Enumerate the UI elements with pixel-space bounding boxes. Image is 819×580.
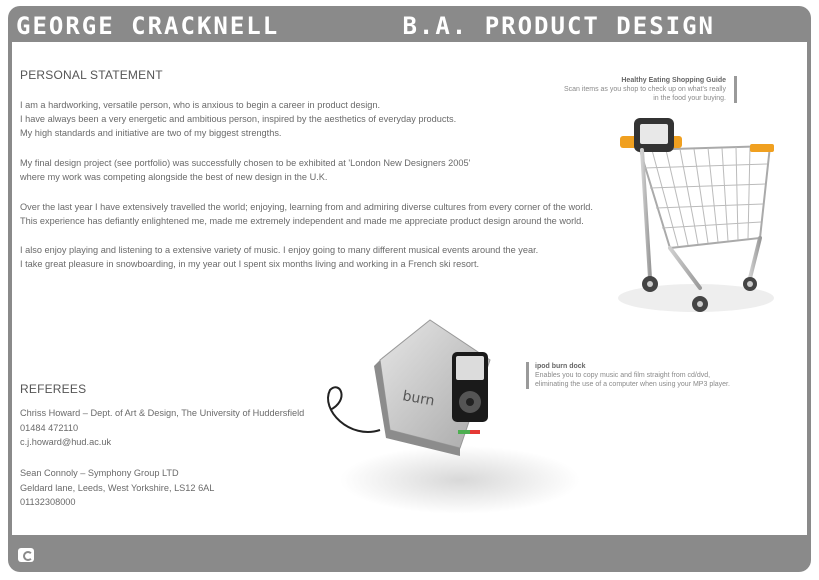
statement-paragraph-4: [20, 243, 538, 271]
ipod-burn-dock-image: [310, 280, 580, 520]
statement-line: I also enjoy playing and listening to a extensive variety of music. I enjoy going to many different musical events around the year.: [20, 245, 539, 255]
logo-icon: [18, 548, 34, 562]
header-name: GEORGE CRACKNELL: [16, 12, 280, 40]
referee-phone: 01484 472110: [20, 422, 79, 433]
dock-caption-line: eliminating the use of a computer when using your MP3 player.: [535, 381, 730, 388]
statement-line: I have always been a very energetic and ambitious person, inspired by the aesthetics of everyday products.: [20, 114, 457, 124]
statement-line: My final design project (see portfolio) was successfully chosen to be exhibited at 'London New Designers 2005': [20, 158, 471, 168]
referee-name: Sean Connoly – Symphony Group LTD: [20, 468, 179, 478]
statement-line: I am a hardworking, versatile person, who is anxious to begin a career in product design.: [20, 100, 381, 110]
referees-title: REFEREES: [20, 382, 87, 396]
referee-phone: 01132308000: [20, 497, 76, 507]
referee-address: Geldard lane, Leeds, West Yorkshire, LS12 6AL: [20, 482, 215, 493]
shopping-trolley-image: [600, 88, 780, 324]
statement-line: where my work was competing alongside the best of new design in the U.K.: [20, 172, 328, 182]
referee-name: Chriss Howard – Dept. of Art & Design, The University of Huddersfield: [20, 408, 305, 418]
personal-statement-title: PERSONAL STATEMENT: [20, 68, 163, 82]
statement-paragraph-2: [20, 156, 470, 184]
referee-email[interactable]: c.j.howard@hud.ac.uk: [20, 437, 112, 447]
referee-1: [20, 406, 304, 450]
dock-brand-label: burn: [401, 388, 436, 410]
statement-paragraph-3: [20, 200, 593, 228]
statement-paragraph-1: [20, 98, 456, 140]
header-course: B.A. PRODUCT DESIGN: [402, 12, 715, 40]
header-bar: [8, 6, 811, 44]
dock-caption-line: Enables you to copy music and film straight from cd/dvd,: [535, 372, 711, 379]
trolley-caption-title: Healthy Eating Shopping Guide: [621, 77, 726, 84]
trolley-caption-line: in the food your buying.: [653, 95, 726, 102]
statement-line: Over the last year I have extensively travelled the world; enjoying, learning from and admiring diverse cultures from every corner of the world.: [20, 202, 593, 212]
statement-line: My high standards and initiative are two of my biggest strengths.: [20, 128, 282, 138]
referee-2: [20, 466, 214, 510]
statement-line: I take great pleasure in snowboarding, in my year out I spent six months living and working in a French ski resort.: [20, 259, 480, 269]
trolley-caption-line: Scan items as you shop to check up on what's really: [563, 86, 726, 93]
statement-line: This experience has defiantly enlightened me, made me extremely independent and made me appreciate product design around the world.: [20, 216, 584, 226]
dock-caption-title: ipod burn dock: [535, 363, 586, 370]
